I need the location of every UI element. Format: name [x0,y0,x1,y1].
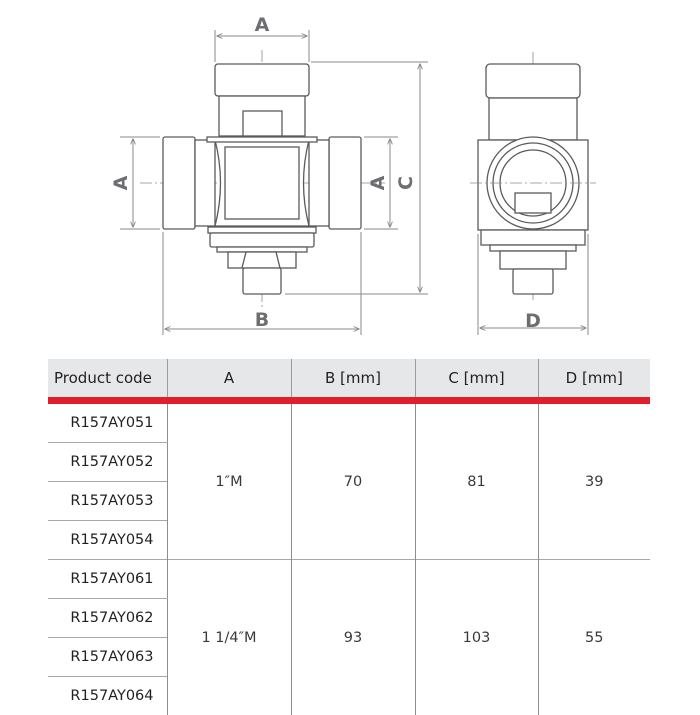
header-accent-bar [48,397,650,404]
technical-drawing [0,0,700,350]
product-code: R157AY064 [48,677,167,715]
product-code: R157AY053 [48,482,167,521]
dim-label-d: D [525,310,541,332]
table-header-row [48,359,650,397]
product-code: R157AY063 [48,638,167,677]
table-row [48,404,650,443]
front-view [140,50,385,310]
dim-label-b: B [255,309,269,331]
table-row [48,560,650,599]
dim-label-a-left: A [110,175,132,190]
cell-b: 70 [291,404,415,560]
product-code: R157AY054 [48,521,167,560]
cell-b: 93 [291,560,415,715]
product-code: R157AY062 [48,599,167,638]
header-c: C [mm] [415,359,538,397]
dim-label-c: C [395,176,417,190]
dimensions-table [48,359,650,715]
header-b: B [mm] [291,359,415,397]
cell-d: 39 [538,404,650,560]
product-code: R157AY061 [48,560,167,599]
dim-label-a-right: A [367,175,389,190]
cell-a: 1″M [167,404,291,560]
product-code: R157AY051 [48,404,167,443]
header-a: A [167,359,291,397]
side-view [470,52,596,300]
cell-a: 1 1/4″M [167,560,291,715]
dim-label-a-top: A [255,14,270,36]
header-product-code: Product code [48,359,167,397]
cell-d: 55 [538,560,650,715]
cell-c: 81 [415,404,538,560]
cell-c: 103 [415,560,538,715]
product-code: R157AY052 [48,443,167,482]
header-d: D [mm] [538,359,650,397]
